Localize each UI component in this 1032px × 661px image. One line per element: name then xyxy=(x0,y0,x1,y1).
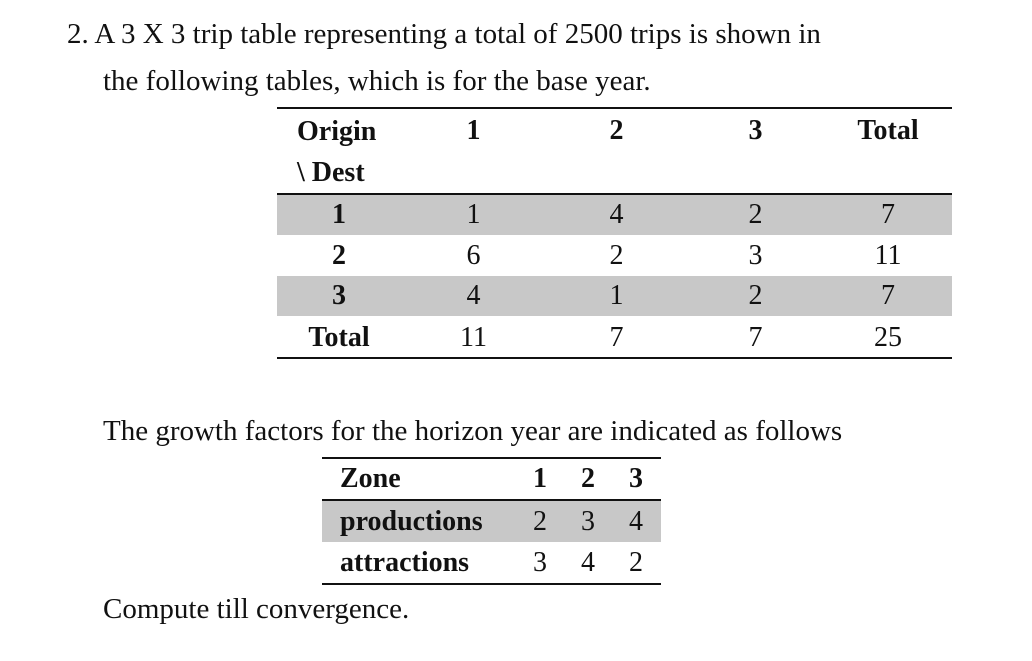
total-row xyxy=(277,317,952,358)
compute-instruction: Compute till convergence. xyxy=(103,593,410,625)
table-cell: 4 xyxy=(546,194,687,235)
growth-intro-text: The growth factors for the horizon year are indicated as follows xyxy=(103,415,843,447)
table-cell: 7 xyxy=(687,317,824,358)
table-cell: 6 xyxy=(466,239,481,271)
table-row xyxy=(277,276,952,317)
column-header: 1 xyxy=(515,458,565,500)
table-cell: 1 xyxy=(546,276,687,317)
table-cell: 4 xyxy=(401,276,546,317)
column-header: 3 xyxy=(611,458,661,500)
table-cell: 2 xyxy=(687,276,824,317)
table-cell: 3 xyxy=(533,546,547,578)
dest-header-label: \ Dest xyxy=(297,157,365,188)
table-row xyxy=(277,235,952,276)
table-row xyxy=(277,194,952,235)
row-label: productions xyxy=(322,500,515,542)
row-label: Total xyxy=(277,317,401,358)
table-cell: 4 xyxy=(611,500,661,542)
row-label: 3 xyxy=(277,276,401,317)
table-row xyxy=(322,500,661,542)
table-cell: 7 xyxy=(546,317,687,358)
trip-table-header-row xyxy=(277,108,952,194)
table-cell: 7 xyxy=(824,194,952,235)
origin-header-label: Origin xyxy=(297,116,377,147)
table-cell: 3 xyxy=(565,500,611,542)
question-line-1: 2. A 3 X 3 trip table representing a total of 2500 trips is shown in xyxy=(67,18,821,50)
column-header-total: Total xyxy=(824,108,952,194)
origin-dest-header xyxy=(277,108,401,194)
table-cell: 3 xyxy=(748,239,763,271)
row-label: 1 xyxy=(277,194,401,235)
table-cell: 11 xyxy=(874,239,902,271)
table-cell: 2 xyxy=(687,194,824,235)
table-cell: 1 xyxy=(401,194,546,235)
table-cell: 2 xyxy=(609,239,624,271)
row-label: 2 xyxy=(332,239,346,271)
growth-header-row xyxy=(322,458,661,500)
row-label: attractions xyxy=(340,546,470,578)
table-cell: 11 xyxy=(401,317,546,358)
column-header: 3 xyxy=(687,108,824,194)
table-cell: 2 xyxy=(629,546,643,578)
zone-header: Zone xyxy=(322,458,515,500)
column-header: 2 xyxy=(565,458,611,500)
table-cell: 2 xyxy=(515,500,565,542)
trip-table xyxy=(277,107,952,359)
table-cell: 7 xyxy=(824,276,952,317)
question-line-2: the following tables, which is for the base year. xyxy=(103,65,651,97)
table-row xyxy=(322,542,661,584)
table-cell: 4 xyxy=(581,546,595,578)
column-header: 2 xyxy=(546,108,687,194)
column-header: 1 xyxy=(401,108,546,194)
table-cell: 25 xyxy=(824,317,952,358)
growth-factor-table xyxy=(322,457,661,585)
